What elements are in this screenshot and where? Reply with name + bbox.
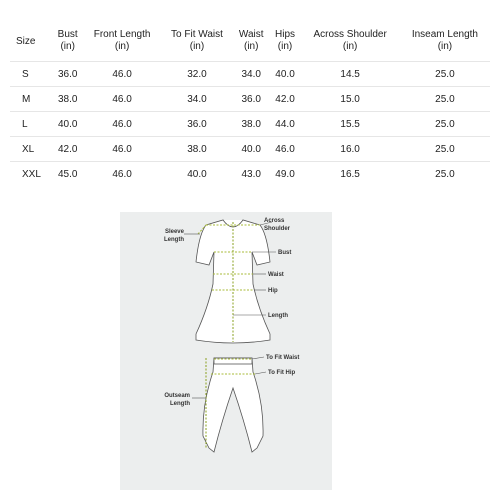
header-hips: Hips (in) [270, 24, 301, 62]
table-cell: 42.0 [52, 137, 83, 162]
header-size: Size [10, 24, 52, 62]
table-cell: 40.0 [187, 168, 207, 180]
table-cell: 46.0 [83, 62, 161, 87]
table-row [10, 62, 490, 87]
table-cell: 15.0 [300, 87, 399, 112]
table-cell: 46.0 [270, 137, 301, 162]
table-cell: 34.0 [161, 87, 233, 112]
table-cell: 40.0 [270, 62, 301, 87]
length-label: Length [268, 313, 288, 319]
pants-illustration [203, 358, 263, 452]
header-bust: Bust (in) [52, 24, 83, 62]
outseam-length-label-line2: Length [170, 401, 190, 407]
table-cell: 49.0 [275, 168, 295, 180]
header-waist: Waist (in) [233, 24, 270, 62]
table-cell: 38.0 [52, 87, 83, 112]
size-cell: L [10, 112, 52, 137]
table-cell: 25.0 [400, 62, 490, 87]
table-cell: 25.0 [435, 168, 455, 180]
table-cell: 46.0 [83, 112, 161, 137]
outseam-length-label-line1: Outseam [164, 393, 190, 399]
table-row [10, 87, 490, 112]
table-cell: 38.0 [233, 112, 270, 137]
table-cell: 46.0 [83, 137, 161, 162]
table-cell: 16.5 [340, 168, 360, 180]
table-cell: 43.0 [241, 168, 261, 180]
measurement-diagram-svg [120, 212, 332, 490]
table-cell: 34.0 [233, 62, 270, 87]
table-cell: 32.0 [161, 62, 233, 87]
size-cell: M [10, 87, 52, 112]
table-cell: 15.5 [300, 112, 399, 137]
size-chart-table [10, 24, 490, 186]
hip-label: Hip [268, 288, 278, 294]
table-cell: 16.0 [300, 137, 399, 162]
sleeve-length-label-line2: Length [164, 237, 184, 243]
table-cell: 42.0 [270, 87, 301, 112]
header-to-fit-waist: To Fit Waist (in) [161, 24, 233, 62]
table-cell: 14.5 [300, 62, 399, 87]
header-across-shoulder: Across Shoulder (in) [300, 24, 399, 62]
to-fit-waist-leader [252, 357, 264, 359]
table-cell: 36.0 [52, 62, 83, 87]
table-cell: 44.0 [270, 112, 301, 137]
header-inseam-length: Inseam Length (in) [400, 24, 490, 62]
table-header-row [10, 24, 490, 62]
table-row [10, 162, 490, 187]
table-cell: 25.0 [400, 112, 490, 137]
to-fit-hip-leader [255, 372, 266, 374]
table-row [10, 137, 490, 162]
table-cell: 38.0 [161, 137, 233, 162]
across-shoulder-label-line1: Across [264, 218, 285, 224]
table-cell: 40.0 [52, 112, 83, 137]
header-front-length: Front Length (in) [83, 24, 161, 62]
table-row [10, 112, 490, 137]
waist-label: Waist [268, 272, 284, 278]
table-cell: 36.0 [161, 112, 233, 137]
bust-label: Bust [278, 250, 292, 256]
to-fit-hip-label: To Fit Hip [268, 370, 296, 376]
table-cell: 25.0 [400, 137, 490, 162]
size-cell: S [10, 62, 52, 87]
table-cell: 45.0 [57, 168, 78, 180]
table-cell: 46.0 [112, 168, 132, 180]
table-cell: 36.0 [233, 87, 270, 112]
table-cell: 40.0 [233, 137, 270, 162]
measurement-diagram [120, 212, 332, 490]
size-cell: XL [10, 137, 52, 162]
across-shoulder-label-line2: Shoulder [264, 226, 291, 232]
size-cell: XXL [22, 168, 41, 180]
to-fit-waist-label: To Fit Waist [266, 355, 300, 361]
table-cell: 46.0 [83, 87, 161, 112]
sleeve-length-label-line1: Sleeve [164, 229, 184, 235]
table-cell: 25.0 [400, 87, 490, 112]
